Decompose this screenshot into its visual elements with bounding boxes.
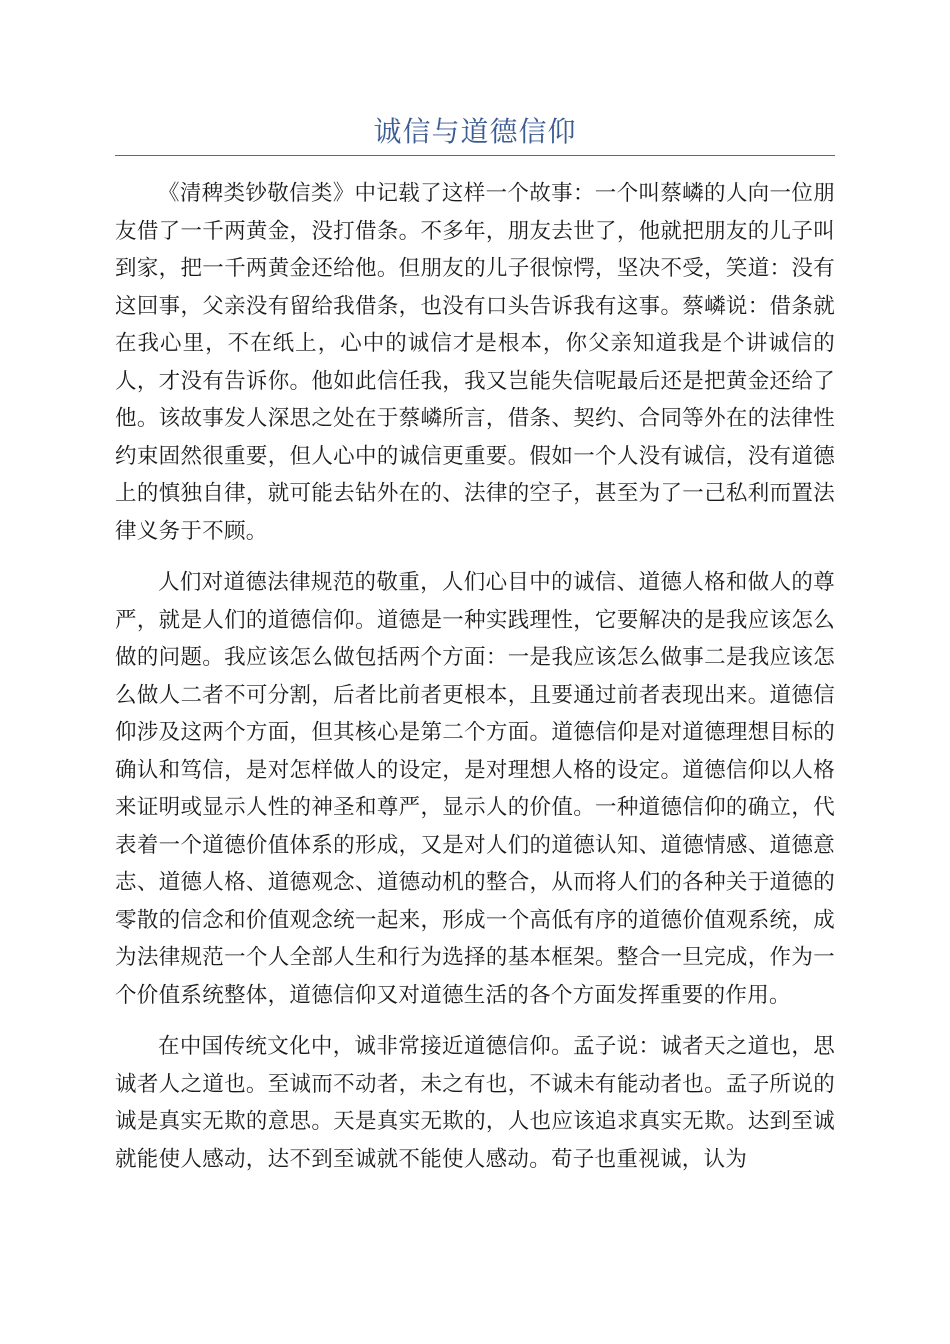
paragraph-1: 《清稗类钞敬信类》中记载了这样一个故事：一个叫蔡嶙的人向一位朋友借了一千两黄金，没打借条。不多年，朋友去世了，他就把朋友的儿子叫到家，把一千两黄金还给他。但朋友的儿子很惊愕，坚决不受，笑道：没有这回事，父亲没有留给我借条，也没有口头告诉我有这事。蔡嶙说：借条就在我心里，不在纸上，心中的诚信才是根本，你父亲知道我是个讲诚信的人，才没有告诉你。他如此信任我，我又岂能失信呢最后还是把黄金还给了他。该故事发人深思之处在于蔡嶙所言，借条、契约、合同等外在的法律性约束固然很重要，但人心中的诚信更重要。假如一个人没有诚信，没有道德上的慎独自律，就可能去钻外在的、法律的空子，甚至为了一己私利而置法律义务于不顾。	[115, 181, 835, 544]
paragraph-2: 人们对道德法律规范的敬重，人们心目中的诚信、道德人格和做人的尊严，就是人们的道德信仰。道德是一种实践理性，它要解决的是我应该怎么做的问题。我应该怎么做包括两个方面：一是我应该怎么做事二是我应该怎么做人二者不可分割，后者比前者更根本，且要通过前者表现出来。道德信仰涉及这两个方面，但其核心是第二个方面。道德信仰是对道德理想目标的确认和笃信，是对怎样做人的设定，是对理想人格的设定。道德信仰以人格来证明或显示人性的神圣和尊严，显示人的价值。一种道德信仰的确立，代表着一个道德价值体系的形成，又是对人们的道德认知、道德情感、道德意志、道德人格、道德观念、道德动机的整合，从而将人们的各种关于道德的零散的信念和价值观念统一起来，形成一个高低有序的道德价值观系统，成为法律规范一个人全部人生和行为选择的基本框架。整合一旦完成，作为一个价值系统整体，道德信仰又对道德生活的各个方面发挥重要的作用。	[115, 570, 835, 1008]
document-body	[115, 175, 835, 1192]
title-underline	[115, 155, 835, 156]
paragraph-3: 在中国传统文化中，诚非常接近道德信仰。孟子说：诚者天之道也，思诚者人之道也。至诚而不动者，未之有也，不诚未有能动者也。孟子所说的诚是真实无欺的意思。天是真实无欺的，人也应该追求真实无欺。达到至诚就能使人感动，达不到至诚就不能使人感动。荀子也重视诚，认为	[115, 1034, 835, 1172]
page-title: 诚信与道德信仰	[373, 115, 577, 148]
